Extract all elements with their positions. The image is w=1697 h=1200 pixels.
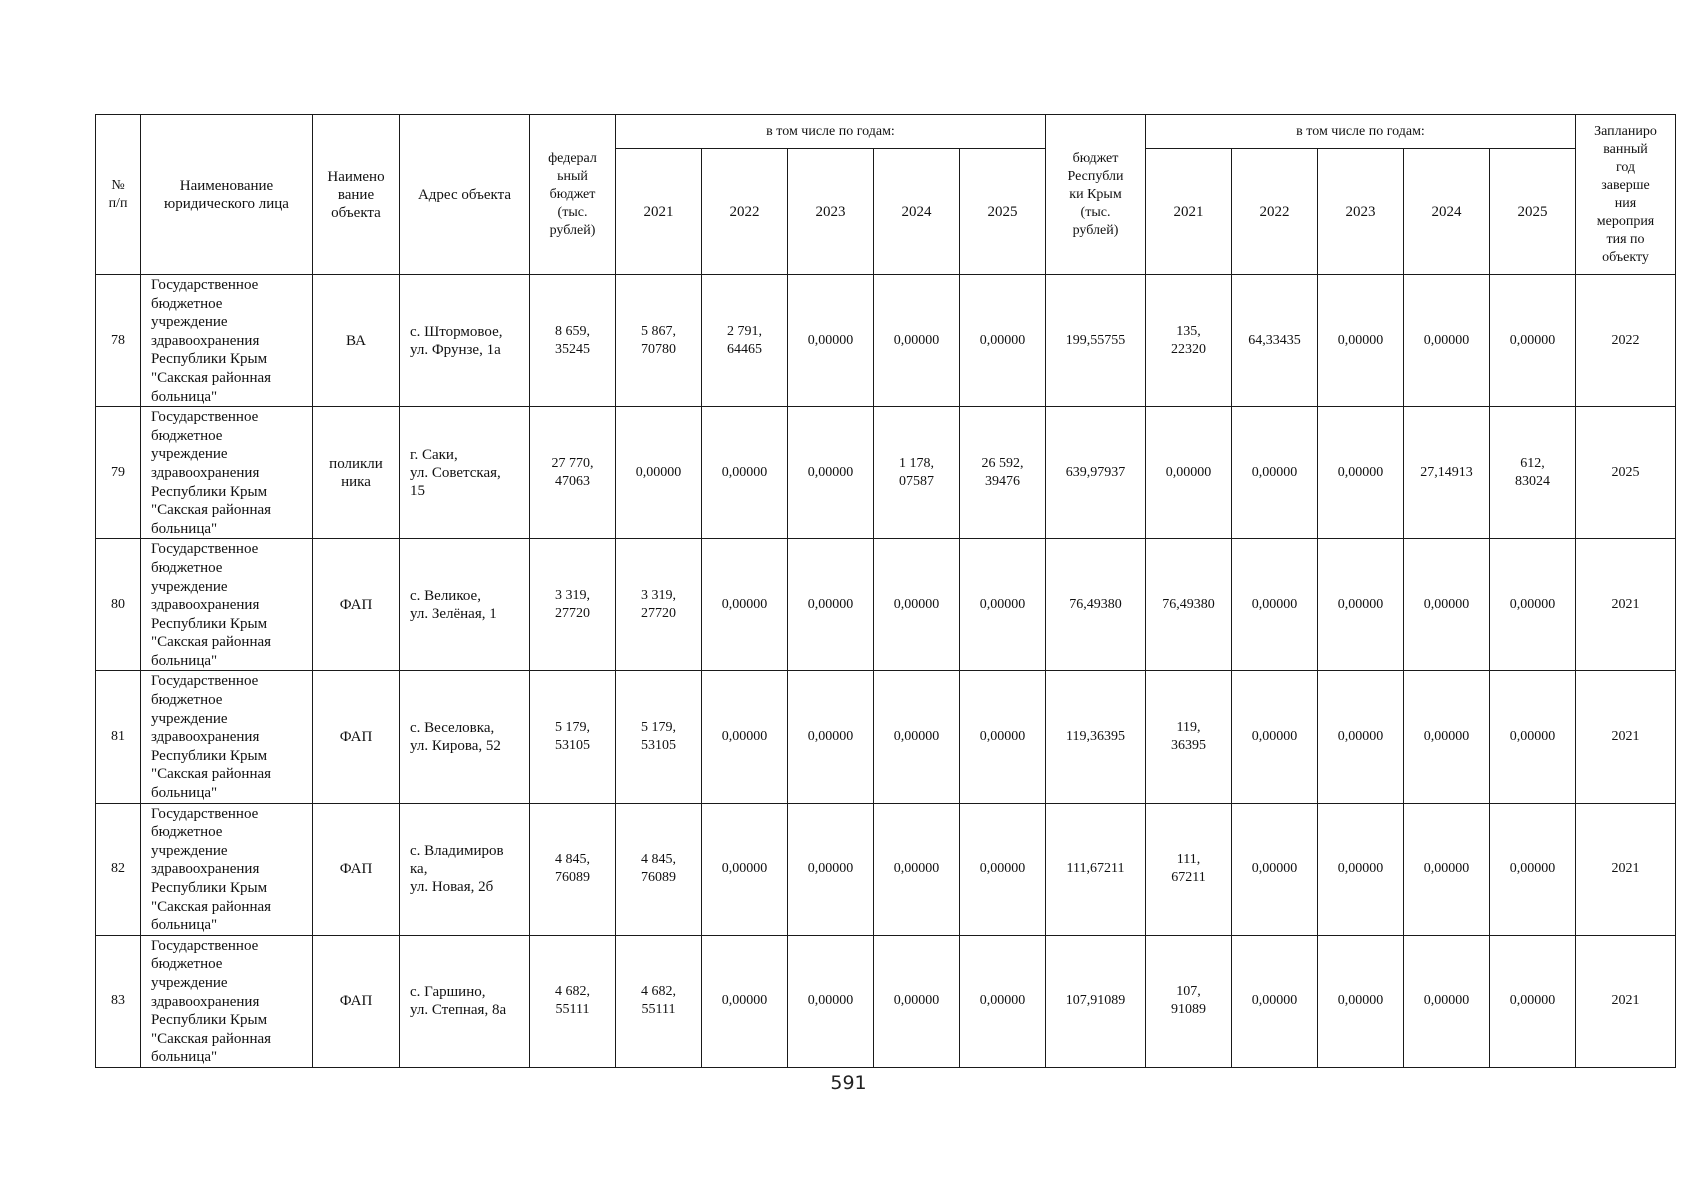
republic-budget-2023: 0,00000 xyxy=(1318,803,1404,935)
object-address: г. Саки, ул. Советская, 15 xyxy=(400,407,530,539)
object-name: ВА xyxy=(313,275,400,407)
table-body xyxy=(96,275,1676,1068)
header-federal-by-years: в том числе по годам: xyxy=(616,115,1046,149)
republic-budget-2025: 0,00000 xyxy=(1490,671,1576,803)
republic-budget-2022: 0,00000 xyxy=(1232,671,1318,803)
republic-budget-2021: 135, 22320 xyxy=(1146,275,1232,407)
federal-budget-total: 5 179, 53105 xyxy=(530,671,616,803)
republic-budget-2021: 76,49380 xyxy=(1146,539,1232,671)
republic-budget-total: 107,91089 xyxy=(1046,935,1146,1067)
federal-budget-2021: 0,00000 xyxy=(616,407,702,539)
federal-budget-2021: 5 179, 53105 xyxy=(616,671,702,803)
republic-budget-total: 76,49380 xyxy=(1046,539,1146,671)
object-name: ФАП xyxy=(313,671,400,803)
federal-budget-2021: 4 682, 55111 xyxy=(616,935,702,1067)
republic-budget-2024: 0,00000 xyxy=(1404,539,1490,671)
planned-completion-year: 2025 xyxy=(1576,407,1676,539)
object-name: ФАП xyxy=(313,803,400,935)
republic-budget-2023: 0,00000 xyxy=(1318,671,1404,803)
republic-budget-total: 119,36395 xyxy=(1046,671,1146,803)
federal-budget-2025: 0,00000 xyxy=(960,539,1046,671)
object-name: ФАП xyxy=(313,539,400,671)
header-federal-year: 2022 xyxy=(702,149,788,275)
federal-budget-2023: 0,00000 xyxy=(788,671,874,803)
federal-budget-total: 3 319, 27720 xyxy=(530,539,616,671)
federal-budget-2025: 0,00000 xyxy=(960,671,1046,803)
federal-budget-2022: 0,00000 xyxy=(702,671,788,803)
republic-budget-2024: 0,00000 xyxy=(1404,275,1490,407)
legal-entity-name: Государственное бюджетное учреждение здравоохранения Республики Крым "Сакская районная больница" xyxy=(141,671,313,803)
federal-budget-2022: 0,00000 xyxy=(702,539,788,671)
federal-budget-2023: 0,00000 xyxy=(788,275,874,407)
header-republic-year: 2023 xyxy=(1318,149,1404,275)
republic-budget-2025: 0,00000 xyxy=(1490,539,1576,671)
legal-entity-name: Государственное бюджетное учреждение здравоохранения Республики Крым "Сакская районная больница" xyxy=(141,275,313,407)
federal-budget-2024: 0,00000 xyxy=(874,803,960,935)
header-republic-year: 2021 xyxy=(1146,149,1232,275)
federal-budget-2025: 0,00000 xyxy=(960,935,1046,1067)
object-address: с. Штормовое, ул. Фрунзе, 1а xyxy=(400,275,530,407)
republic-budget-2023: 0,00000 xyxy=(1318,539,1404,671)
row-number: 81 xyxy=(96,671,141,803)
planned-completion-year: 2021 xyxy=(1576,935,1676,1067)
republic-budget-2022: 0,00000 xyxy=(1232,803,1318,935)
federal-budget-total: 27 770, 47063 xyxy=(530,407,616,539)
federal-budget-2022: 0,00000 xyxy=(702,803,788,935)
object-name: поликли ника xyxy=(313,407,400,539)
object-address: с. Гаршино, ул. Степная, 8а xyxy=(400,935,530,1067)
federal-budget-2024: 0,00000 xyxy=(874,539,960,671)
federal-budget-2022: 0,00000 xyxy=(702,407,788,539)
budget-table xyxy=(95,114,1676,1068)
header-planned-year: Запланиро ванный год заверше ния мероприя тия по объекту xyxy=(1576,115,1676,275)
republic-budget-2024: 0,00000 xyxy=(1404,671,1490,803)
republic-budget-2024: 0,00000 xyxy=(1404,803,1490,935)
header-federal-year: 2024 xyxy=(874,149,960,275)
federal-budget-2023: 0,00000 xyxy=(788,935,874,1067)
federal-budget-total: 4 682, 55111 xyxy=(530,935,616,1067)
planned-completion-year: 2021 xyxy=(1576,671,1676,803)
header-federal-budget: федерал ьный бюджет (тыс. рублей) xyxy=(530,115,616,275)
object-address: с. Великое, ул. Зелёная, 1 xyxy=(400,539,530,671)
republic-budget-2023: 0,00000 xyxy=(1318,407,1404,539)
planned-completion-year: 2021 xyxy=(1576,803,1676,935)
federal-budget-2025: 0,00000 xyxy=(960,803,1046,935)
header-object-name: Наимено вание объекта xyxy=(313,115,400,275)
table-row xyxy=(96,935,1676,1067)
federal-budget-2021: 5 867, 70780 xyxy=(616,275,702,407)
table-row xyxy=(96,407,1676,539)
header-republic-year: 2024 xyxy=(1404,149,1490,275)
republic-budget-2021: 119, 36395 xyxy=(1146,671,1232,803)
header-legal-name: Наименование юридического лица xyxy=(141,115,313,275)
federal-budget-total: 8 659, 35245 xyxy=(530,275,616,407)
federal-budget-2025: 26 592, 39476 xyxy=(960,407,1046,539)
budget-table-container xyxy=(95,114,1676,1068)
legal-entity-name: Государственное бюджетное учреждение здравоохранения Республики Крым "Сакская районная больница" xyxy=(141,935,313,1067)
header-row-groups xyxy=(96,115,1676,149)
federal-budget-2023: 0,00000 xyxy=(788,803,874,935)
header-federal-year: 2023 xyxy=(788,149,874,275)
header-num: № п/п xyxy=(96,115,141,275)
header-republic-budget: бюджет Республи ки Крым (тыс. рублей) xyxy=(1046,115,1146,275)
row-number: 82 xyxy=(96,803,141,935)
republic-budget-2024: 0,00000 xyxy=(1404,935,1490,1067)
planned-completion-year: 2022 xyxy=(1576,275,1676,407)
planned-completion-year: 2021 xyxy=(1576,539,1676,671)
federal-budget-2023: 0,00000 xyxy=(788,407,874,539)
federal-budget-total: 4 845, 76089 xyxy=(530,803,616,935)
republic-budget-2021: 111, 67211 xyxy=(1146,803,1232,935)
republic-budget-total: 199,55755 xyxy=(1046,275,1146,407)
federal-budget-2021: 3 319, 27720 xyxy=(616,539,702,671)
federal-budget-2024: 0,00000 xyxy=(874,935,960,1067)
republic-budget-2022: 0,00000 xyxy=(1232,539,1318,671)
table-row xyxy=(96,539,1676,671)
legal-entity-name: Государственное бюджетное учреждение здравоохранения Республики Крым "Сакская районная больница" xyxy=(141,803,313,935)
republic-budget-2025: 612, 83024 xyxy=(1490,407,1576,539)
republic-budget-total: 111,67211 xyxy=(1046,803,1146,935)
federal-budget-2024: 0,00000 xyxy=(874,275,960,407)
federal-budget-2022: 2 791, 64465 xyxy=(702,275,788,407)
row-number: 78 xyxy=(96,275,141,407)
republic-budget-2025: 0,00000 xyxy=(1490,803,1576,935)
federal-budget-2024: 0,00000 xyxy=(874,671,960,803)
row-number: 79 xyxy=(96,407,141,539)
republic-budget-2021: 107, 91089 xyxy=(1146,935,1232,1067)
federal-budget-2025: 0,00000 xyxy=(960,275,1046,407)
federal-budget-2023: 0,00000 xyxy=(788,539,874,671)
federal-budget-2021: 4 845, 76089 xyxy=(616,803,702,935)
republic-budget-2022: 64,33435 xyxy=(1232,275,1318,407)
row-number: 83 xyxy=(96,935,141,1067)
header-republic-year: 2022 xyxy=(1232,149,1318,275)
object-address: с. Веселовка, ул. Кирова, 52 xyxy=(400,671,530,803)
row-number: 80 xyxy=(96,539,141,671)
republic-budget-2022: 0,00000 xyxy=(1232,935,1318,1067)
header-federal-year: 2021 xyxy=(616,149,702,275)
table-row xyxy=(96,671,1676,803)
header-address: Адрес объекта xyxy=(400,115,530,275)
header-federal-year: 2025 xyxy=(960,149,1046,275)
republic-budget-2025: 0,00000 xyxy=(1490,935,1576,1067)
republic-budget-2023: 0,00000 xyxy=(1318,935,1404,1067)
republic-budget-total: 639,97937 xyxy=(1046,407,1146,539)
page-number: 591 xyxy=(830,1072,867,1094)
object-address: с. Владимиров ка, ул. Новая, 2б xyxy=(400,803,530,935)
federal-budget-2024: 1 178, 07587 xyxy=(874,407,960,539)
header-republic-by-years: в том числе по годам: xyxy=(1146,115,1576,149)
table-row xyxy=(96,803,1676,935)
table-row xyxy=(96,275,1676,407)
federal-budget-2022: 0,00000 xyxy=(702,935,788,1067)
legal-entity-name: Государственное бюджетное учреждение здравоохранения Республики Крым "Сакская районная больница" xyxy=(141,539,313,671)
republic-budget-2021: 0,00000 xyxy=(1146,407,1232,539)
republic-budget-2024: 27,14913 xyxy=(1404,407,1490,539)
republic-budget-2025: 0,00000 xyxy=(1490,275,1576,407)
republic-budget-2023: 0,00000 xyxy=(1318,275,1404,407)
republic-budget-2022: 0,00000 xyxy=(1232,407,1318,539)
legal-entity-name: Государственное бюджетное учреждение здравоохранения Республики Крым "Сакская районная больница" xyxy=(141,407,313,539)
object-name: ФАП xyxy=(313,935,400,1067)
header-republic-year: 2025 xyxy=(1490,149,1576,275)
